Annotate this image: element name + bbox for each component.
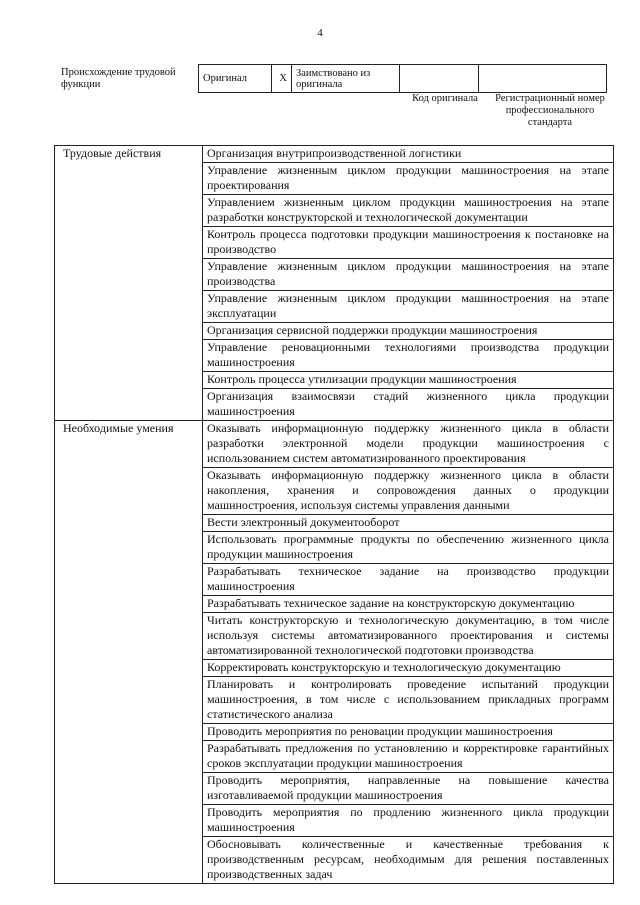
page-number: 4 <box>317 27 323 39</box>
table-cell-item: Читать конструкторскую и технологическую документацию, в том числе используя системы автоматизированного проектирования и системы автоматизированной технологической подготовки производства <box>203 613 614 660</box>
table-cell-item: Контроль процесса утилизации продукции машиностроения <box>203 372 614 389</box>
table-cell-item: Планировать и контролировать проведение испытаний продукции машиностроения, в том числе с использованием прикладных программ статистического анализа <box>203 677 614 724</box>
table-cell-item: Разрабатывать техническое задание на производство продукции машиностроения <box>203 564 614 596</box>
reg-number-caption: Регистрационный номер профессионального стандарта <box>495 93 605 128</box>
code-cell <box>400 65 479 93</box>
table-cell-item: Организация взаимосвязи стадий жизненного цикла продукции машиностроения <box>203 389 614 421</box>
table-cell-item: Организация сервисной поддержки продукции машиностроения <box>203 323 614 340</box>
table-cell-item: Проводить мероприятия по продлению жизненного цикла продукции машиностроения <box>203 805 614 837</box>
table-cell-item: Управление жизненным циклом продукции машиностроения на этапе проектирования <box>203 163 614 195</box>
original-mark: X <box>272 65 292 93</box>
table-cell-item: Организация внутрипроизводственной логистики <box>203 146 614 163</box>
functions-table <box>54 145 614 884</box>
table-cell-item: Управление реновационными технологиями производства продукции машиностроения <box>203 340 614 372</box>
table-row <box>55 146 614 163</box>
table-row <box>55 421 614 468</box>
table-cell-item: Проводить мероприятия, направленные на повышение качества изготавливаемой продукции машиностроения <box>203 773 614 805</box>
table-cell-item: Использовать программные продукты по обеспечению жизненного цикла продукции машиностроения <box>203 532 614 564</box>
table-cell-item: Вести электронный документооборот <box>203 515 614 532</box>
code-caption: Код оригинала <box>412 93 478 104</box>
borrowed-label: Заимствовано из оригинала <box>292 65 400 93</box>
table-cell-item: Корректировать конструкторскую и технологическую документацию <box>203 660 614 677</box>
origin-table <box>198 64 607 93</box>
section-label: Необходимые умения <box>55 421 203 884</box>
table-cell-item: Разрабатывать техническое задание на конструкторскую документацию <box>203 596 614 613</box>
reg-number-cell <box>479 65 607 93</box>
table-cell-item: Оказывать информационную поддержку жизненного цикла в области разработки электронной модели продукции машиностроения с использованием систем автоматизированного проектирования <box>203 421 614 468</box>
table-cell-item: Управление жизненным циклом продукции машиностроения на этапе эксплуатации <box>203 291 614 323</box>
table-cell-item: Управлением жизненным циклом продукции машиностроения на этапе разработки конструкторской и технологической документации <box>203 195 614 227</box>
section-label: Трудовые действия <box>55 146 203 421</box>
table-cell-item: Обосновывать количественные и качественные требования к производственным ресурсам, необходимым для решения поставленных производственных задач <box>203 837 614 884</box>
table-cell-item: Оказывать информационную поддержку жизненного цикла в области накопления, хранения и сопровождения данных о продукции машиностроения, используя системы управления данными <box>203 468 614 515</box>
origin-label: Происхождение трудовой функции <box>61 67 176 90</box>
table-cell-item: Контроль процесса подготовки продукции машиностроения к постановке на производство <box>203 227 614 259</box>
original-label: Оригинал <box>199 65 272 93</box>
table-cell-item: Разрабатывать предложения по установлению и корректировке гарантийных сроков эксплуатации продукции машиностроения <box>203 741 614 773</box>
table-cell-item: Управление жизненным циклом продукции машиностроения на этапе производства <box>203 259 614 291</box>
table-cell-item: Проводить мероприятия по реновации продукции машиностроения <box>203 724 614 741</box>
